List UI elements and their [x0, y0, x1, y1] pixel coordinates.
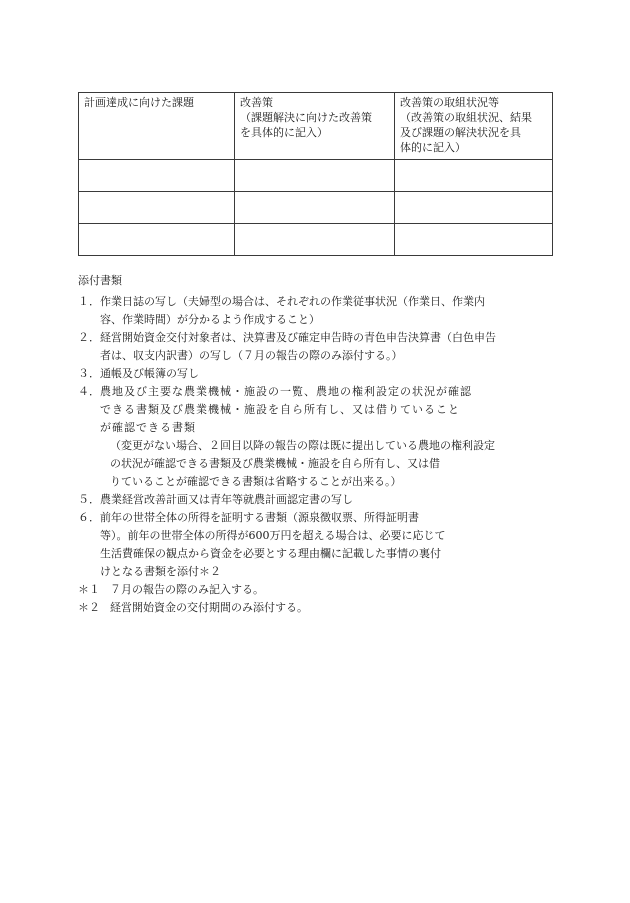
header-status — [395, 93, 553, 160]
item-line: 者は、収支内訳書）の写し（７月の報告の際のみ添付する。） — [100, 349, 403, 362]
item-line: 通帳及び帳簿の写し — [100, 367, 199, 380]
table-row — [79, 224, 553, 256]
attachment-item-6 — [78, 509, 552, 581]
table-cell[interactable] — [79, 160, 235, 192]
attachment-item-4 — [78, 383, 552, 491]
header-line: （課題解決に向けた改善策 — [240, 111, 372, 124]
table-cell[interactable] — [79, 192, 235, 224]
item-line: が確認できる書類 — [100, 421, 196, 434]
table-cell[interactable] — [395, 160, 553, 192]
footnote-text: 経営開始資金の交付期間のみ添付する。 — [110, 601, 308, 614]
footnote-mark: ＊２ — [78, 601, 100, 614]
item-4-note — [100, 437, 552, 491]
item-line: 等）。前年の世帯全体の所得が600万円を超える場合は、必要に応じて — [100, 529, 446, 542]
note-line: （変更がない場合、２回目以降の報告の際は既に提出している農地の権利設定 — [110, 439, 495, 452]
item-line: 作業日誌の写し（夫婦型の場合は、それぞれの作業従事状況（作業日、作業内 — [100, 295, 485, 308]
header-line: を具体的に記入） — [240, 126, 328, 139]
item-number: ２． — [78, 331, 100, 344]
item-line: 前年の世帯全体の所得を証明する書類（源泉徴収票、所得証明書 — [100, 511, 419, 524]
item-line: けとなる書類を添付＊２ — [100, 565, 221, 578]
item-number: ３． — [78, 367, 100, 380]
attachment-item-3 — [78, 365, 552, 383]
table-cell[interactable] — [395, 192, 553, 224]
table-row — [79, 160, 553, 192]
table-cell[interactable] — [79, 224, 235, 256]
table-cell[interactable] — [395, 224, 553, 256]
table-row — [79, 192, 553, 224]
item-number: ４． — [78, 385, 100, 398]
item-line: 農地及び主要な農業機械・施設の一覧、農地の権利設定の状況が確認 — [100, 385, 472, 398]
item-line: できる書類及び農業機械・施設を自ら所有し、又は借りていること — [100, 403, 460, 416]
header-line: 体的に記入） — [400, 141, 466, 154]
attachment-item-1 — [78, 293, 552, 329]
header-line: 改善策の取組状況等 — [400, 96, 499, 109]
item-number: １． — [78, 295, 100, 308]
note-line: の状況が確認できる書類及び農業機械・施設を自ら所有し、又は借 — [110, 457, 440, 470]
note-line: りていることが確認できる書類は省略することが出来る。） — [110, 475, 402, 488]
footnote-2 — [78, 599, 552, 617]
item-line: 生活費確保の観点から資金を必要とする理由欄に記載した事情の裏付 — [100, 547, 441, 560]
attachment-item-5 — [78, 491, 552, 509]
header-line: （改善策の取組状況、結果 — [400, 111, 532, 124]
header-line: 改善策 — [240, 96, 273, 109]
footnote-1 — [78, 581, 552, 599]
table-cell[interactable] — [235, 192, 395, 224]
attachment-item-2 — [78, 329, 552, 365]
item-number: ６． — [78, 511, 100, 524]
header-line: 計画達成に向けた課題 — [84, 96, 194, 109]
item-number: ５． — [78, 493, 100, 506]
attachments-section — [78, 272, 552, 617]
item-line: 農業経営改善計画又は青年等就農計画認定書の写し — [100, 493, 353, 506]
header-measures — [235, 93, 395, 160]
table-cell[interactable] — [235, 160, 395, 192]
table-cell[interactable] — [235, 224, 395, 256]
item-line: 経営開始資金交付対象者は、決算書及び確定申告時の青色申告決算書（白色申告 — [100, 331, 496, 344]
attachments-heading: 添付書類 — [78, 274, 122, 287]
header-line: 及び課題の解決状況を具 — [400, 126, 521, 139]
header-issues — [79, 93, 235, 160]
table-header-row — [79, 93, 553, 160]
improvement-table — [78, 92, 553, 256]
item-line: 容、作業時間）が分かるよう作成すること） — [100, 313, 320, 326]
footnote-mark: ＊１ — [78, 583, 100, 596]
footnote-text: ７月の報告の際のみ記入する。 — [110, 583, 264, 596]
